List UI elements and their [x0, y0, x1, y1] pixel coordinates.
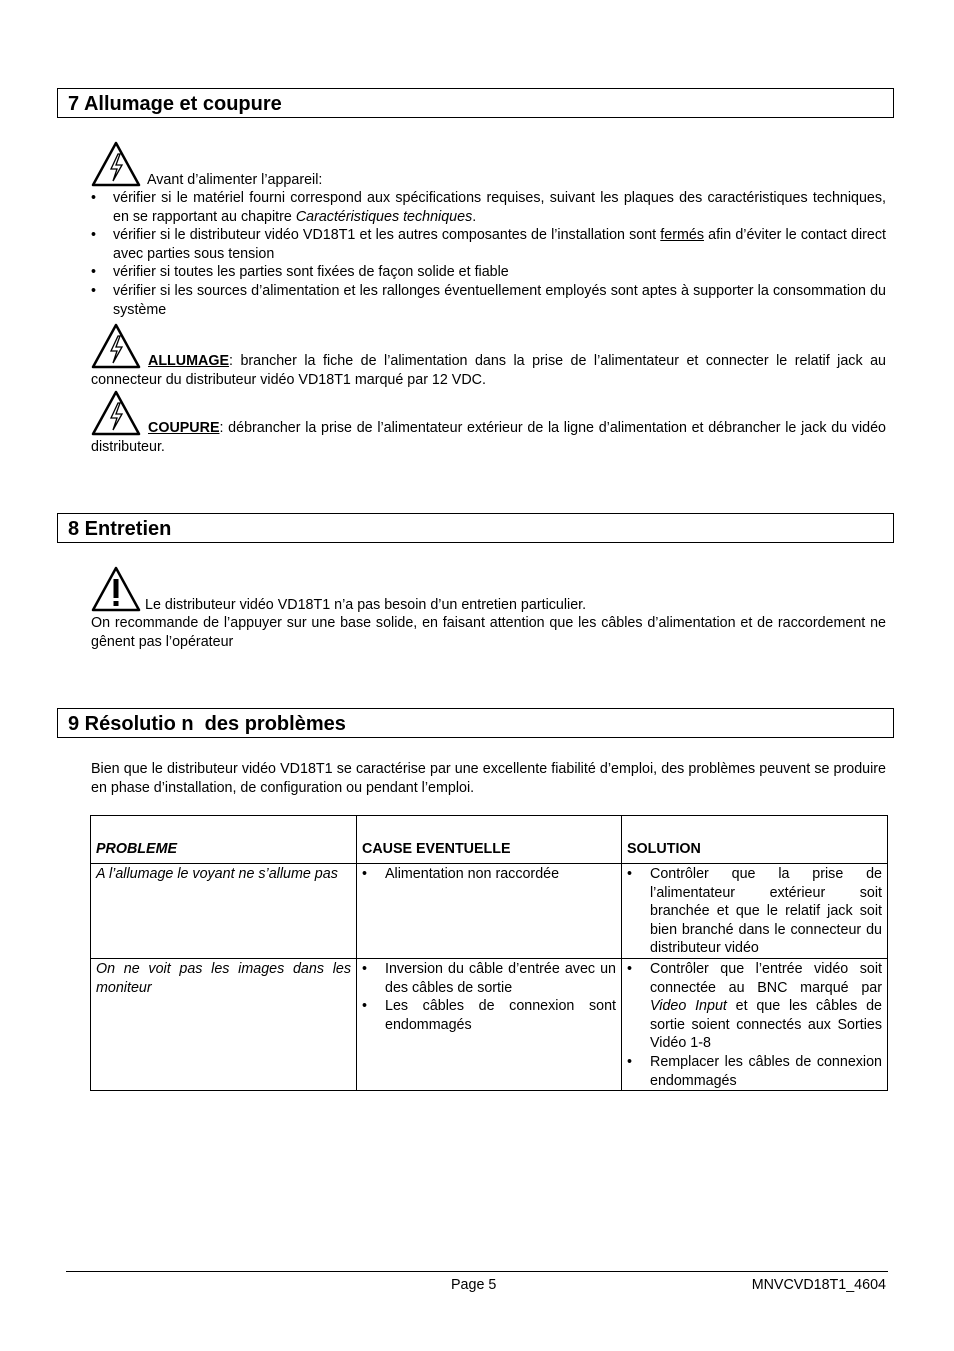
- section-7-title: 7 Allumage et coupure: [68, 93, 282, 115]
- power-on-paragraph: ALLUMAGE: brancher la fiche de l’alimentation dans la prise de l’alimentateur et connecter le relatif jack au connecteur du distributeur vidéo VD18T1 marqué par 12 VDC.: [91, 353, 886, 388]
- precheck-list: [91, 189, 886, 319]
- maintenance-note: Le distributeur vidéo VD18T1 n’a pas besoin d’un entretien particulier.: [145, 597, 587, 613]
- table-row: [91, 864, 888, 959]
- footer-divider: [66, 1271, 888, 1272]
- electric-warning-icon: [91, 141, 141, 187]
- solution-cell: [622, 959, 888, 1091]
- maintenance-paragraph: On recommande de l’appuyer sur une base solide, en faisant attention que les câbles d’alimentation et de raccordement ne gênent pas l’opérateur: [91, 615, 886, 650]
- list-item: • Contrôler que l’entrée vidéo soit connectée au BNC marqué par Video Input et que les câbles de sortie soient connectés aux Sorties Vidéo 1-8: [627, 960, 882, 1053]
- list-item: • Alimentation non raccordée: [362, 865, 616, 884]
- list-item: • Inversion du câble d’entrée avec un des câbles de sortie: [362, 960, 616, 997]
- problem-cell: On ne voit pas les images dans les moniteur: [91, 959, 357, 1091]
- solution-cell: [622, 864, 888, 959]
- list-item: • Contrôler que la prise de l’alimentateur extérieur soit branchée et que le relatif jack soit bien branché dans le connecteur du distributeur vidéo: [627, 865, 882, 958]
- table-header-row: [91, 816, 888, 864]
- power-off-label: COUPURE: [148, 420, 220, 436]
- cause-cell: [357, 864, 622, 959]
- list-item: • Remplacer les câbles de connexion endommagés: [627, 1053, 882, 1090]
- list-item: • vérifier si le distributeur vidéo VD18T1 et les autres composantes de l’installation sont fermés afin d’éviter le contact direct avec parties sous tension: [91, 226, 886, 263]
- cause-cell: [357, 959, 622, 1091]
- section-7-header: [57, 88, 894, 118]
- power-off-paragraph: COUPURE: débrancher la prise de l’alimentateur extérieur de la ligne d’alimentation et débrancher le jack du vidéo distributeur.: [91, 420, 886, 455]
- column-header-solution: SOLUTION: [622, 816, 888, 864]
- page-number: Page 5: [451, 1277, 497, 1293]
- section-8-header: [57, 513, 894, 543]
- document-code: MNVCVD18T1_4604: [751, 1277, 886, 1293]
- power-intro-text: Avant d’alimenter l’appareil:: [147, 172, 323, 188]
- section-9-header: [57, 708, 894, 738]
- column-header-problem: PROBLEME: [91, 816, 357, 864]
- list-item: • Les câbles de connexion sont endommagés: [362, 997, 616, 1034]
- list-item: • vérifier si toutes les parties sont fixées de façon solide et fiable: [91, 263, 886, 282]
- troubleshooting-intro: Bien que le distributeur vidéo VD18T1 se caractérise par une excellente fiabilité d’emploi, des problèmes peuvent se produire en phase d’installation, de configuration ou pendant l’emploi.: [91, 761, 886, 796]
- column-header-cause: CAUSE EVENTUELLE: [357, 816, 622, 864]
- problem-cell: A l’allumage le voyant ne s’allume pas: [91, 864, 357, 959]
- power-on-label: ALLUMAGE: [148, 353, 230, 369]
- troubleshooting-table: [90, 815, 888, 1091]
- section-8-title: 8 Entretien: [68, 518, 172, 540]
- caution-icon: [91, 566, 141, 612]
- list-item: • vérifier si les sources d’alimentation et les rallonges éventuellement employés sont aptes à supporter la consommation du système: [91, 282, 886, 319]
- section-9-title: 9 Résolutio n des problèmes: [68, 713, 346, 735]
- list-item: • vérifier si le matériel fourni correspond aux spécifications requises, suivant les plaques des caractéristiques techniques, en se rapportant au chapitre Caractéristiques techniques.: [91, 189, 886, 226]
- table-row: [91, 959, 888, 1091]
